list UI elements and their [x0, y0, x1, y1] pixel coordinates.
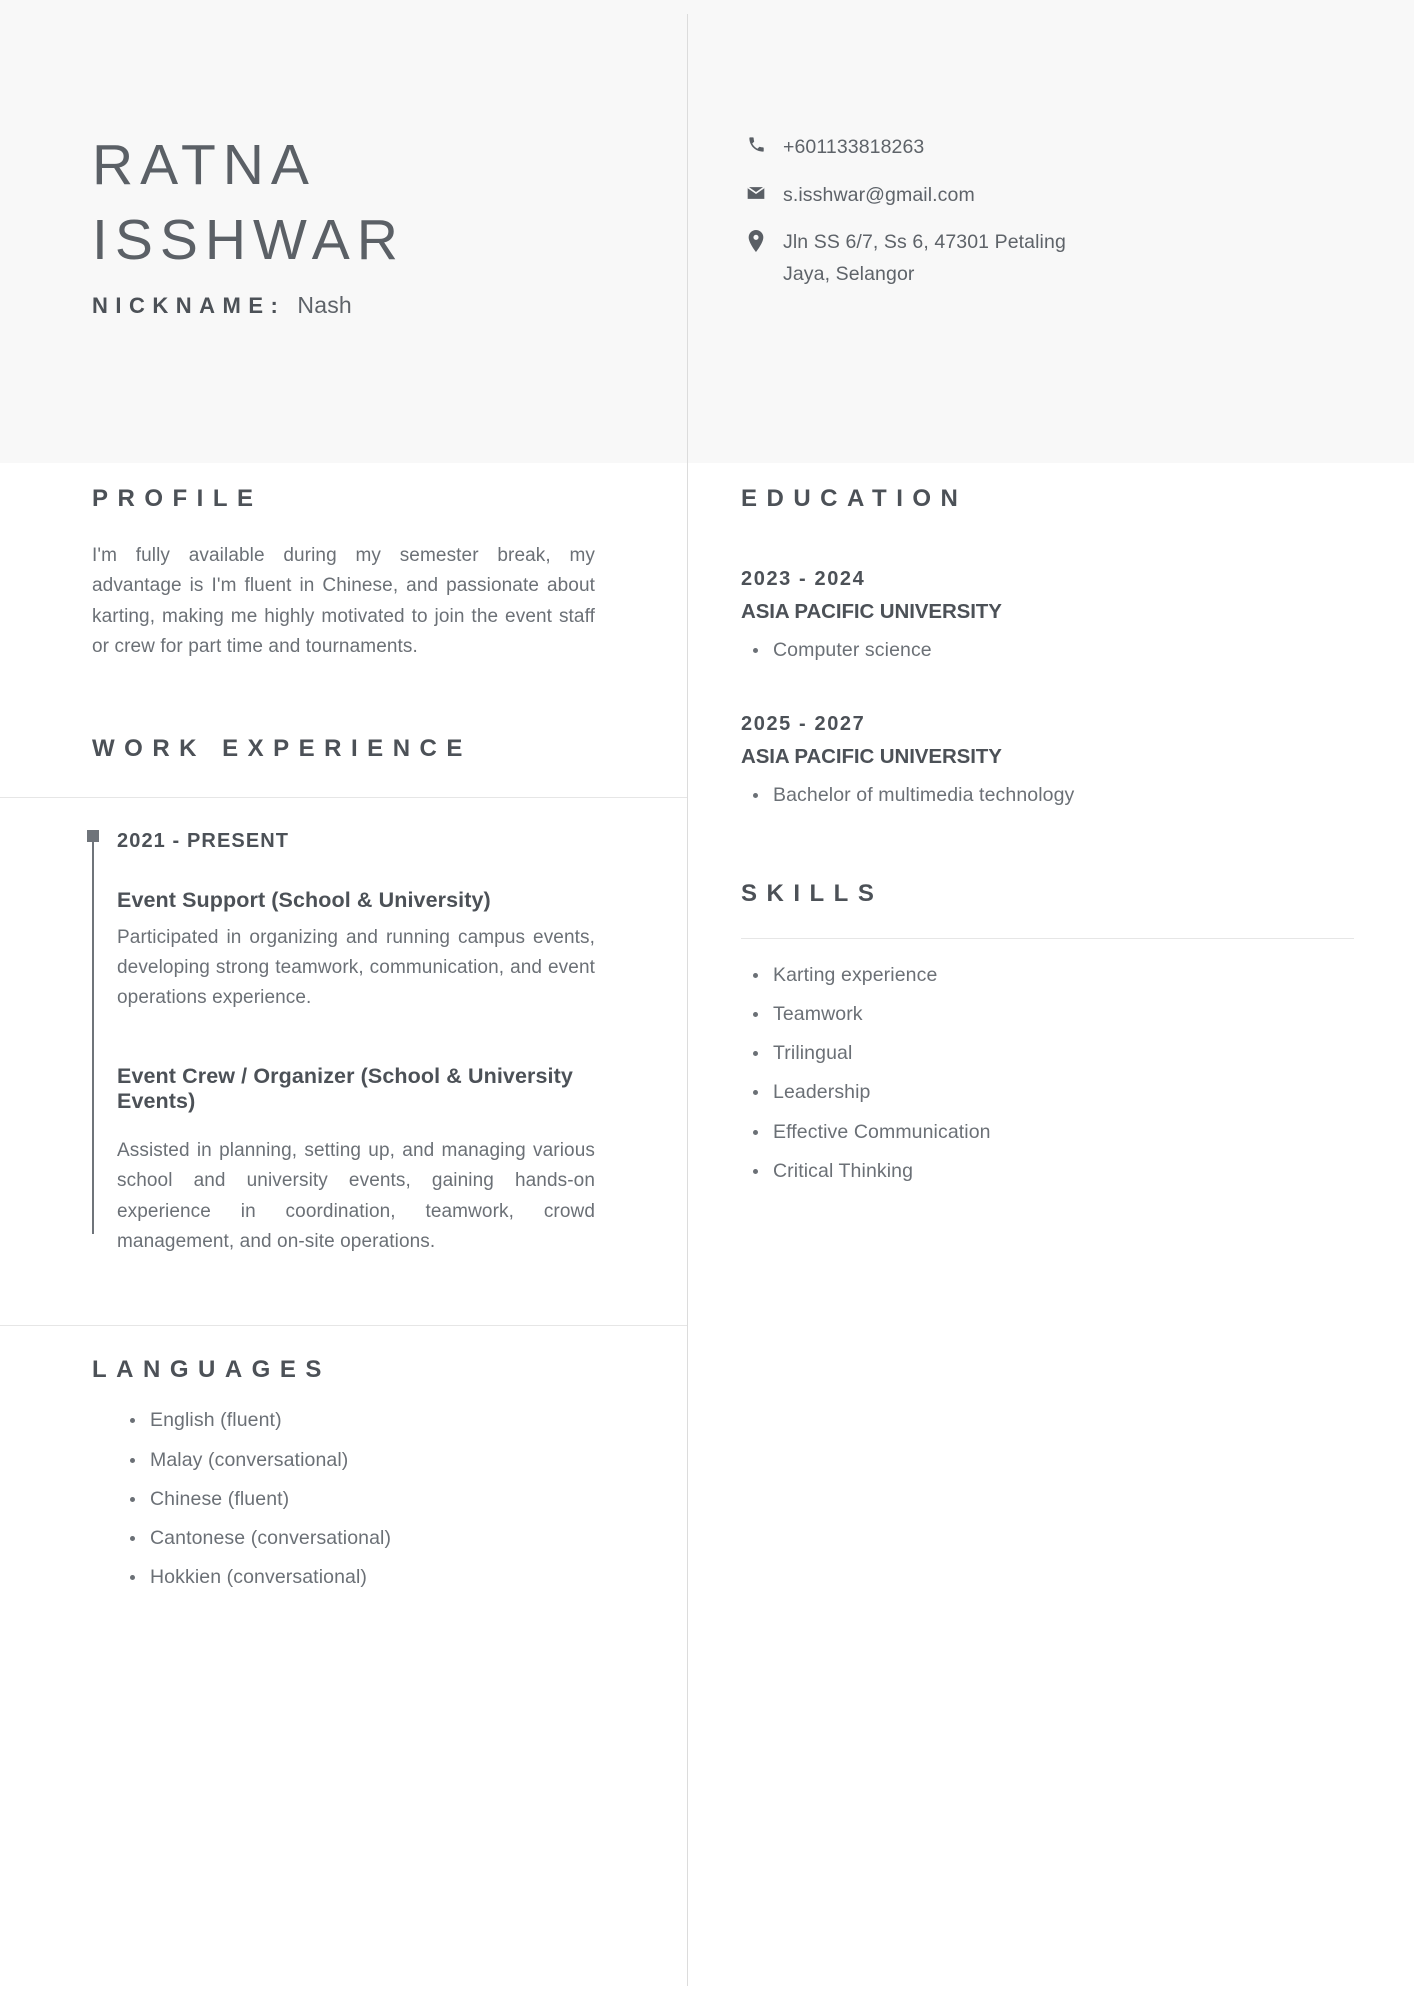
work-experience-heading: WORK EXPERIENCE — [92, 734, 472, 762]
left-column — [0, 463, 687, 1603]
first-name: RATNA — [92, 133, 316, 197]
job-entry — [117, 1064, 595, 1258]
name-block — [92, 128, 652, 319]
list-item: Trilingual — [741, 1039, 1354, 1067]
languages-heading: LANGUAGES — [92, 1356, 331, 1384]
education-date: 2023 - 2024 — [741, 568, 866, 590]
education-details-list — [741, 781, 1354, 809]
contact-email-row[interactable] — [745, 180, 1075, 212]
contact-block — [745, 132, 1075, 306]
skills-divider-wrap — [741, 938, 1354, 939]
skills-heading: SKILLS — [741, 879, 884, 907]
list-item: Cantonese (conversational) — [118, 1524, 595, 1552]
phone-number: +601133818263 — [783, 136, 925, 158]
nickname-value: Nash — [297, 292, 352, 319]
contact-phone-row[interactable] — [745, 132, 1075, 164]
list-item: Hokkien (conversational) — [118, 1563, 595, 1591]
last-name: ISSHWAR — [92, 208, 405, 273]
job-entry — [117, 830, 595, 1014]
list-item: English (fluent) — [118, 1406, 595, 1434]
list-item: Leadership — [741, 1078, 1354, 1106]
timeline-content — [92, 830, 595, 1258]
languages-list — [92, 1406, 595, 1591]
languages-section — [0, 1325, 687, 1591]
education-school: ASIA PACIFIC UNIVERSITY — [741, 600, 1002, 623]
education-heading: EDUCATION — [741, 485, 968, 512]
education-school: ASIA PACIFIC UNIVERSITY — [741, 745, 1002, 769]
list-item: Teamwork — [741, 1000, 1354, 1028]
languages-inner — [0, 1326, 687, 1591]
education-entry — [741, 713, 1354, 809]
contact-address-row[interactable] — [745, 227, 1075, 290]
education-section — [741, 463, 1354, 513]
list-item: Karting experience — [741, 961, 1354, 989]
envelope-icon — [745, 180, 767, 203]
timeline-marker — [87, 830, 99, 842]
nickname-label: NICKNAME: — [92, 293, 286, 319]
profile-heading: PROFILE — [92, 485, 263, 512]
list-item: Critical Thinking — [741, 1157, 1354, 1185]
education-details-list — [741, 636, 1354, 664]
education-date: 2025 - 2027 — [741, 713, 866, 736]
map-pin-icon — [745, 227, 767, 252]
timeline-rail — [92, 842, 94, 1234]
skills-list-wrap — [741, 961, 1354, 1186]
email-address: s.isshwar@gmail.com — [783, 183, 975, 206]
list-item: Effective Communication — [741, 1118, 1354, 1146]
skills-section-divider — [741, 938, 1354, 939]
nickname-row — [92, 292, 652, 319]
work-timeline — [0, 798, 687, 1258]
street-address: Jln SS 6/7, Ss 6, 47301 Petaling Jaya, Selangor — [783, 231, 1066, 285]
job-description: Participated in organizing and running campus events, developing strong teamwork, communication, and event operations experience. — [117, 926, 595, 1009]
education-entry — [741, 568, 1354, 664]
job-title: Event Support (School & University) — [117, 887, 491, 912]
skills-list — [741, 961, 1354, 1186]
list-item: Malay (conversational) — [118, 1446, 595, 1474]
list-item: Computer science — [741, 636, 1354, 664]
skills-section — [741, 880, 1354, 908]
list-item: Chinese (fluent) — [118, 1485, 595, 1513]
job-description: Assisted in planning, setting up, and managing various school and university events, gaining hands-on experience in coordination, teamwork, crowd management, and on-site operations. — [117, 1139, 595, 1252]
work-experience-heading-wrap — [0, 663, 687, 763]
job-date: 2021 - PRESENT — [117, 829, 290, 852]
profile-text: I'm fully available during my semester break, my advantage is I'm fluent in Chinese, and passionate about karting, making me highly motivated to join the event staff or crew for part time and tournaments. — [92, 545, 595, 658]
profile-section — [0, 463, 687, 663]
list-item: Bachelor of multimedia technology — [741, 781, 1354, 809]
job-title: Event Crew / Organizer (School & University Events) — [117, 1063, 573, 1113]
right-column — [688, 463, 1414, 1196]
phone-icon — [745, 132, 767, 154]
